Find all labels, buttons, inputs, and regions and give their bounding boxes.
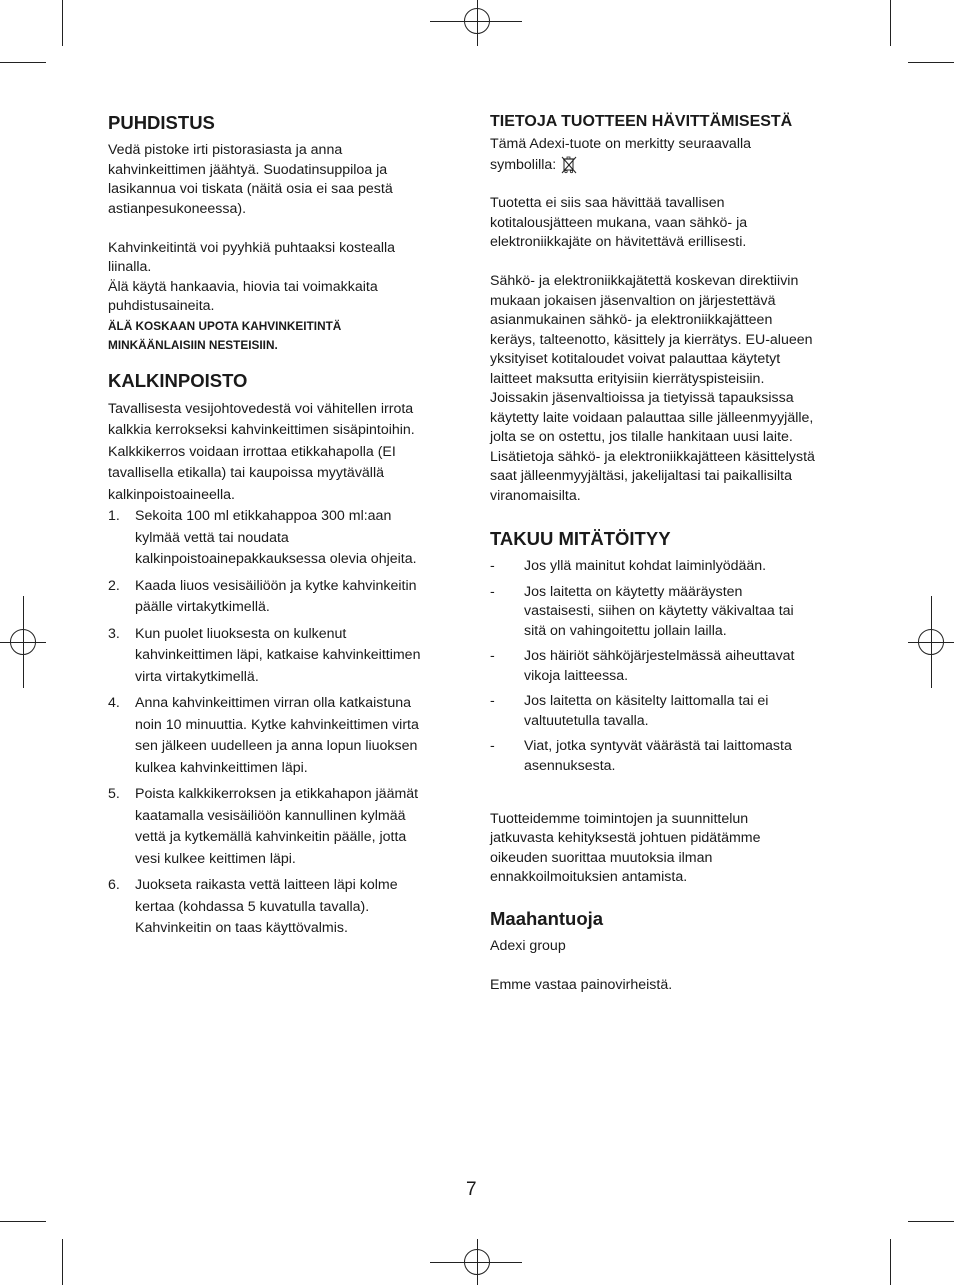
crop-mark-top-left-v xyxy=(62,0,63,46)
section-heading-tietoja: TIETOJA TUOTTEEN HÄVITTÄMISESTÄ xyxy=(490,113,793,130)
section-heading-takuu: TAKUU MITÄTÖITYY xyxy=(490,528,671,550)
crossed-out-wheelie-bin-icon xyxy=(561,155,577,175)
right-column xyxy=(490,112,850,995)
list-item: 3. Kun puolet liuoksesta on kulkenut kahvinkeittimen läpi, katkaise kahvinkeittimen virta virtakytkimellä. xyxy=(108,625,421,685)
descaling-steps xyxy=(108,506,458,940)
list-item: - Jos laitetta on käytetty määräysten vastaisesti, siihen on käytetty väkivaltaa tai sitä on vahingoitettu jollain lailla. xyxy=(490,583,794,639)
puhdistus-warning: ÄLÄ KOSKAAN UPOTA KAHVINKEITINTÄ MINKÄÄNLAISIIN NESTEISIIN. xyxy=(108,318,342,352)
section-heading-kalkinpoisto: KALKINPOISTO xyxy=(108,369,248,391)
left-column xyxy=(108,112,458,945)
tietoja-paragraph-2: Tuotetta ei siis saa hävittää tavallisen kotitalousjätteen mukana, vaan sähkö- ja elektroniikkajäte on hävitettävä erillisesti. xyxy=(490,195,748,251)
puhdistus-paragraph-1: Vedä pistoke irti pistorasiasta ja anna kahvinkeittimen jäähtyä. Suodatinsuppiloa ja lasikannua voi tiskata (näitä osia ei saa pestä astianpesukoneessa). xyxy=(108,142,393,217)
section-heading-puhdistus: PUHDISTUS xyxy=(108,112,215,133)
puhdistus-paragraph-3: Älä käytä hankaavia, hiovia tai voimakkaita puhdistusaineita. xyxy=(108,278,378,314)
importer-name: Adexi group xyxy=(490,937,566,954)
list-item: 4. Anna kahvinkeittimen virran olla katkaistuna noin 10 minuuttia. Kytke kahvinkeittimen virta sen jälkeen uudelleen ja anna lopun liuoksen kulkea kahvinkeittimen läpi. xyxy=(108,695,419,776)
page-number: 7 xyxy=(466,1179,477,1200)
crop-mark-bottom-right-h xyxy=(908,1221,954,1222)
list-item: - Jos laitetta on käsitelty laittomalla tai ei valtuutetulla tavalla. xyxy=(490,693,769,729)
crop-mark-bottom-right-v xyxy=(890,1239,891,1285)
tietoja-paragraph-3: Sähkö- ja elektroniikkajätettä koskevan direktiivin mukaan jokaisen jäsenvaltion on järjestettävä asianmukainen sähkö- ja elektroniikkajätteen keräys, talteenotto, käsittely ja kierrätys. EU-alueen yksityiset kotitaloudet voivat palauttaa käytetyt laitteet maksutta erityisiin kierrätyspisteisiin. Joissakin jäsenvaltioissa ja tietyissä tapauksissa käytetty laite voidaan palauttaa sille jälleenmyyjälle, jolta se on ostettu, jos tilalle hankitaan uusi laite. Lisätietoja sähkö- ja elektroniikkajätteen käsittelystä saat jälleenmyyjältäsi, jakelijaltasi tai paikallisilta viranomaisilta. xyxy=(490,273,815,504)
puhdistus-paragraph-2: Kahvinkeitintä voi pyyhkiä puhtaaksi kostealla liinalla. xyxy=(108,239,396,275)
list-item: - Jos yllä mainitut kohdat laiminlyödään. xyxy=(490,558,767,575)
crop-mark-bottom-left-h xyxy=(0,1221,46,1222)
kalkinpoisto-intro: Tavallisesta vesijohtovedestä voi vähitellen irrota kalkkia kerrokseksi kahvinkeittimen sisäpintoihin. Kalkkikerros voidaan irrottaa etikkahapolla (EI tavallisella etikalla) tai kaupoissa myytävällä kalkinpoistoaineella. xyxy=(108,400,415,503)
product-change-notice: Tuotteidemme toimintojen ja suunnittelun jatkuvasta kehityksestä johtuen pidätämme oikeuden suorittaa muutoksia ilman ennakkoilmoituksien antamista. xyxy=(490,810,761,886)
list-item: - Viat, jotka syntyvät väärästä tai laittomasta asennuksesta. xyxy=(490,738,792,774)
crop-mark-top-right-v xyxy=(890,0,891,46)
list-item: - Jos häiriöt sähköjärjestelmässä aiheuttavat vikoja laitteessa. xyxy=(490,648,795,684)
crop-mark-top-right-h xyxy=(908,62,954,63)
crop-mark-top-left-h xyxy=(0,62,46,63)
list-item: 1. Sekoita 100 ml etikkahappoa 300 ml:aan kylmää vettä tai noudata kalkinpoistoainepakkauksessa olevia ohjeita. xyxy=(108,508,417,567)
list-item: 6. Juokseta raikasta vettä laitteen läpi kolme kertaa (kohdassa 5 kuvatulla tavalla). Kahvinkeitin on taas käyttövalmis. xyxy=(108,877,398,936)
list-item: 5. Poista kalkkikerroksen ja etikkahapon jäämät kaatamalla vesisäiliöön kannullinen kylmää vettä ja kytkemällä kahvinkeitin päälle, jotta vesi kulkee keittimen läpi. xyxy=(108,786,419,867)
list-item: 2. Kaada liuos vesisäiliöön ja kytke kahvinkeitin päälle virtakytkimellä. xyxy=(108,577,417,615)
section-heading-maahantuoja: Maahantuoja xyxy=(490,907,604,929)
crop-mark-bottom-left-v xyxy=(62,1239,63,1285)
warranty-void-list xyxy=(490,557,850,776)
misprint-disclaimer: Emme vastaa painovirheistä. xyxy=(490,976,673,993)
tietoja-paragraph-1: Tämä Adexi-tuote on merkitty seuraavalla symbolilla: xyxy=(490,135,850,175)
